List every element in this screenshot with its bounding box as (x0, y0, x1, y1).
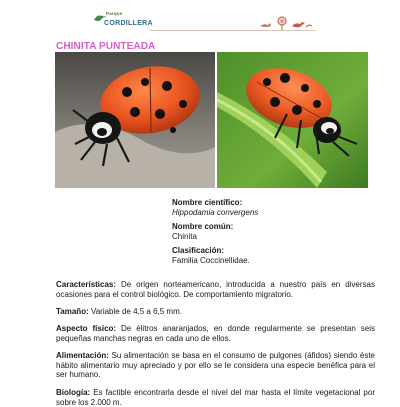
paragraph-label: Alimentación: (56, 351, 109, 360)
paragraph-label: Biología: (56, 388, 91, 397)
paragraph-biologia (56, 388, 375, 407)
ladybug-photo-left (55, 52, 215, 188)
logo-main-text: CORDILLERA (104, 20, 153, 27)
cordillera-logo (96, 12, 156, 32)
paragraph-text: Variable de 4,5 a 6,5 mm. (88, 307, 182, 316)
paragraph-label: Características: (56, 280, 117, 289)
common-name-label: Nombre común: (172, 222, 234, 231)
paragraph-alimentacion (56, 351, 375, 380)
paragraph-text: De origen norteamericano, introducida a nuestro país en diversas ocasiones para el control biológico. De comportamiento migratorio. (56, 280, 375, 299)
paragraph-text: Es factible encontrarla desde el nivel del mar hasta el límite vegetacional por sobre los 2.000 m. (56, 388, 375, 407)
paragraph-text: De élitros anaranjados, en donde regularmente se presentan seis pequeñas manchas negras en cada uno de ellos. (56, 324, 375, 343)
logo-top-text: Parque (106, 11, 123, 16)
common-name-value: Chinita (172, 232, 197, 241)
paragraph-aspecto (56, 324, 375, 343)
scientific-name-block (172, 198, 372, 218)
ladybug-photo-right (217, 52, 368, 188)
page-header (0, 0, 400, 38)
paragraph-label: Tamaño: (56, 307, 89, 316)
paragraph-caracteristicas (56, 280, 375, 299)
scientific-name-label: Nombre científico: (172, 198, 243, 207)
classification-block (172, 246, 372, 266)
scientific-name-value: Hippodamia convergens (172, 208, 259, 217)
paragraph-tamano (56, 307, 375, 317)
page-title: CHINITA PUNTEADA (56, 41, 156, 52)
common-name-block (172, 222, 372, 242)
classification-label: Clasificación: (172, 246, 225, 255)
classification-value: Familia Coccinellidae. (172, 256, 250, 265)
paragraph-text: Su alimentación se basa en el consumo de pulgones (áfidos) siendo éste hábito alimentario muy apreciado y por ello se le considera una especie benéfica para el ser humano. (56, 351, 375, 379)
species-facts (172, 198, 372, 270)
header-rule (150, 30, 316, 31)
paragraph-label: Aspecto físico: (56, 324, 117, 333)
